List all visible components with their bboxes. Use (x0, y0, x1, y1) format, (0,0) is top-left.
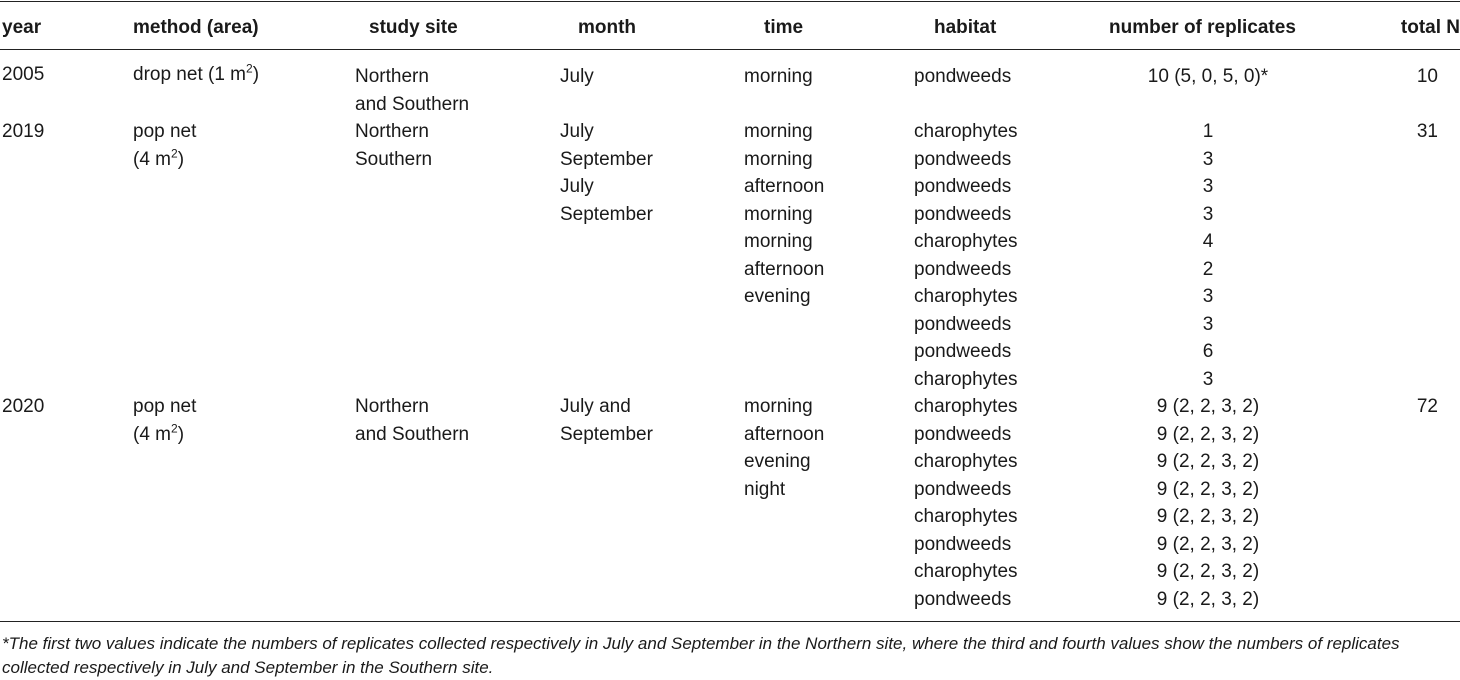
table-cell: 2 (1202, 258, 1214, 280)
table-footnote: *The first two values indicate the numbers of replicates collected respectively in July and September in the Northern site, where the third and fourth values show the numbers of replicates collected respectively in July and September in the Southern site. (2, 634, 1400, 677)
row-2005-replicates: 10 (5, 0, 5, 0)* (1147, 66, 1269, 87)
row-2005-method: drop net (1 $m^2$) (133, 61, 260, 85)
table-cell: morning (744, 203, 813, 225)
table-cell: 1 (1202, 121, 1214, 142)
table-cell: night (744, 478, 786, 500)
table-cell: September (560, 423, 653, 445)
table-cell: 3 (1202, 203, 1214, 225)
row-2020-site (355, 393, 469, 448)
row-2019-method (133, 118, 196, 173)
table-cell: evening (744, 286, 811, 307)
row-2019-site (355, 118, 432, 173)
table-cell: pondweeds (914, 203, 1012, 225)
table-cell: pondweeds (914, 533, 1012, 555)
table-cell: July (560, 121, 594, 142)
table-cell: charophytes (914, 368, 1018, 390)
table-bottom-rule (0, 621, 1460, 622)
header-rule (0, 49, 1460, 50)
table-cell: pop net (133, 396, 197, 417)
header-study-site: study site (369, 17, 458, 38)
table-cell: charophytes (914, 231, 1018, 252)
table-cell: morning (744, 148, 813, 170)
table-cell: 3 (1202, 368, 1214, 390)
table-cell: 9 (2, 2, 3, 2) (1156, 451, 1260, 472)
table-cell: 9 (2, 2, 3, 2) (1156, 478, 1260, 500)
table-cell: charophytes (914, 286, 1018, 307)
table-cell: morning (744, 396, 813, 417)
table-cell: 9 (2, 2, 3, 2) (1156, 588, 1260, 610)
row-2005-total: 10 (1416, 66, 1438, 87)
row-2005-month: July (560, 66, 594, 87)
row-2005-year: 2005 (2, 64, 45, 85)
table-cell: Northern (355, 396, 429, 417)
row-2019-total: 31 (1416, 121, 1438, 142)
row-2005-site (355, 63, 469, 118)
table-cell: charophytes (914, 121, 1018, 142)
row-2019-year: 2019 (2, 121, 45, 142)
table-cell: 3 (1202, 148, 1214, 170)
table-cell: charophytes (914, 561, 1018, 582)
row-2020-habitat (914, 393, 1018, 613)
row-2019-replicates (1100, 118, 1316, 393)
header-replicates: number of replicates (1109, 17, 1296, 38)
table-cell: (4 $m^2$) (133, 146, 185, 170)
table-cell: 3 (1202, 176, 1214, 197)
table-cell: pondweeds (914, 423, 1012, 445)
table-cell: and Southern (355, 93, 470, 115)
header-method: method (area) (133, 17, 259, 38)
table-cell: July (560, 176, 594, 197)
table-cell: morning (744, 231, 813, 252)
table-cell: pondweeds (914, 478, 1012, 500)
table-cell: 9 (2, 2, 3, 2) (1156, 533, 1260, 555)
table-cell: afternoon (744, 176, 825, 197)
table-cell: 9 (2, 2, 3, 2) (1156, 561, 1260, 582)
table-cell: Northern (355, 66, 429, 87)
header-total-n: total N (1400, 17, 1460, 38)
table-cell: 6 (1202, 341, 1214, 362)
table-cell: 3 (1202, 286, 1214, 307)
header-time: time (764, 17, 804, 38)
row-2020-total: 72 (1416, 396, 1438, 417)
table-cell: charophytes (914, 396, 1018, 417)
row-2020-month (560, 393, 653, 448)
table-cell: pondweeds (914, 148, 1012, 170)
header-year: year (2, 17, 42, 38)
table-cell: morning (744, 121, 813, 142)
table-cell: pondweeds (914, 313, 1012, 335)
table-cell: Southern (355, 148, 433, 170)
table-cell: afternoon (744, 423, 825, 445)
table-top-rule (0, 1, 1460, 2)
row-2019-habitat (914, 118, 1018, 393)
table-cell: 9 (2, 2, 3, 2) (1156, 396, 1260, 417)
table-cell: charophytes (914, 506, 1018, 527)
row-2019-time (744, 118, 824, 311)
table-cell: pondweeds (914, 176, 1012, 197)
table-cell: afternoon (744, 258, 825, 280)
row-2020-method (133, 393, 196, 448)
table-cell: and Southern (355, 423, 470, 445)
row-2020-replicates (1100, 393, 1316, 613)
row-2020-time (744, 393, 824, 503)
row-2005-habitat: pondweeds (914, 66, 1012, 87)
table-cell: Northern (355, 121, 429, 142)
table-cell: (4 $m^2$) (133, 421, 185, 445)
table-cell: September (560, 203, 653, 225)
header-habitat: habitat (934, 17, 997, 38)
header-month: month (578, 17, 637, 38)
table-cell: July and (560, 396, 631, 417)
table-cell: September (560, 148, 653, 170)
table-cell: 4 (1202, 231, 1214, 252)
table-cell: charophytes (914, 451, 1018, 472)
table-cell: 3 (1202, 313, 1214, 335)
table-cell: pondweeds (914, 588, 1012, 610)
row-2005-time: morning (744, 66, 813, 87)
table-cell: 9 (2, 2, 3, 2) (1156, 423, 1260, 445)
table-cell: pondweeds (914, 341, 1012, 362)
table-cell: pondweeds (914, 258, 1012, 280)
row-2019-month (560, 118, 653, 228)
table-cell: 9 (2, 2, 3, 2) (1156, 506, 1260, 527)
row-2020-year: 2020 (2, 396, 45, 417)
table-cell: evening (744, 451, 811, 472)
table-cell: pop net (133, 121, 197, 142)
